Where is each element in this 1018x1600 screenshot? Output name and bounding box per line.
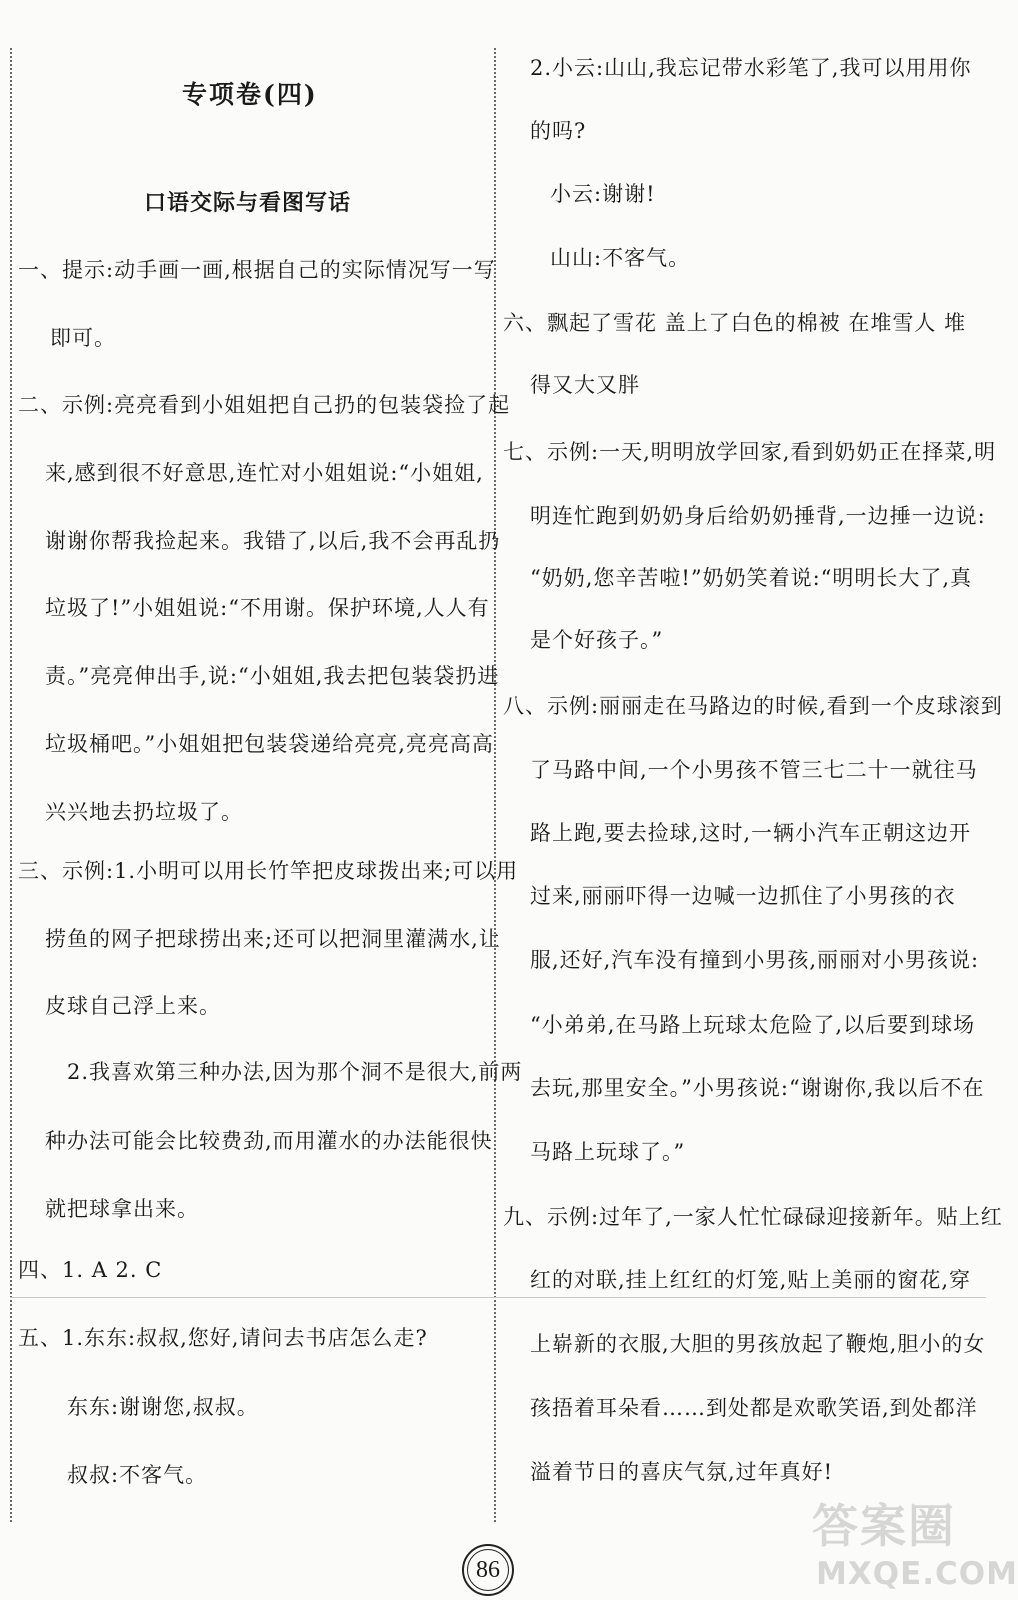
text-line: 溢着节日的喜庆气氛,过年真好! — [530, 1460, 834, 1484]
text-line: 2.我喜欢第三种办法,因为那个洞不是很大,前两 — [67, 1060, 523, 1084]
section-subtitle: 口语交际与看图写话 — [144, 190, 352, 216]
text-line: 红的对联,挂上红红的灯笼,贴上美丽的窗花,穿 — [530, 1268, 972, 1292]
text-line: 垃圾桶吧。”小姐姐把包装袋递给亮亮,亮亮高高 — [45, 732, 494, 756]
text-line: 得又大又胖 — [530, 373, 640, 397]
text-line: 2.小云:山山,我忘记带水彩笔了,我可以用用你 — [530, 56, 972, 80]
text-line: 八、示例:丽丽走在马路边的时候,看到一个皮球滚到 — [503, 694, 1003, 718]
watermark-text: 答案圈 — [812, 1499, 956, 1553]
text-line: 谢谢你帮我捡起来。我错了,以后,我不会再乱扔 — [45, 529, 501, 553]
text-line: 兴兴地去扔垃圾了。 — [45, 800, 243, 824]
text-line: 皮球自己浮上来。 — [45, 994, 221, 1018]
text-line: 五、1.东东:叔叔,您好,请问去书店怎么走? — [18, 1326, 428, 1350]
text-line: 上崭新的衣服,大胆的男孩放起了鞭炮,胆小的女 — [530, 1332, 986, 1356]
text-line: 孩捂着耳朵看……到处都是欢歌笑语,到处都洋 — [530, 1396, 978, 1420]
text-line: 过来,丽丽吓得一边喊一边抓住了小男孩的衣 — [530, 884, 956, 908]
text-line: 即可。 — [50, 326, 116, 350]
text-line: “小弟弟,在马路上玩球太危险了,以后要到球场 — [530, 1013, 976, 1037]
text-line: 叔叔:不客气。 — [67, 1463, 208, 1487]
text-line: 四、1. A 2. C — [18, 1258, 163, 1282]
page-number: 86 — [462, 1544, 514, 1596]
text-line: 明连忙跑到奶奶身后给奶奶捶背,一边捶一边说: — [530, 504, 986, 528]
watermark-logo — [812, 1490, 1018, 1600]
text-line: 六、飘起了雪花 盖上了白色的棉被 在堆雪人 堆 — [503, 311, 967, 335]
text-line: 山山:不客气。 — [550, 246, 691, 270]
text-line: 东东:谢谢您,叔叔。 — [67, 1395, 259, 1419]
text-line: 是个好孩子。” — [530, 628, 664, 652]
text-line: 三、示例:1.小明可以用长竹竿把皮球拨出来;可以用 — [18, 859, 519, 883]
watermark-url: MXQE.COM — [816, 1556, 1018, 1592]
text-line: 的吗? — [530, 119, 587, 143]
text-line: 九、示例:过年了,一家人忙忙碌碌迎接新年。贴上红 — [503, 1205, 1003, 1229]
left-dotted-rule — [10, 48, 12, 1522]
text-line: 小云:谢谢! — [550, 182, 656, 206]
text-line: 去玩,那里安全。”小男孩说:“谢谢你,我以后不在 — [530, 1076, 985, 1100]
text-line: 马路上玩球了。” — [530, 1140, 686, 1164]
text-line: 了马路中间,一个小男孩不管三七二十一就往马 — [530, 758, 978, 782]
text-line: 路上跑,要去捡球,这时,一辆小汽车正朝这边开 — [530, 821, 972, 845]
text-line: “奶奶,您辛苦啦!”奶奶笑着说:“明明长大了,真 — [530, 566, 973, 590]
text-line: 就把球拿出来。 — [45, 1197, 199, 1221]
text-line: 七、示例:一天,明明放学回家,看到奶奶正在择菜,明 — [503, 440, 997, 464]
text-line: 捞鱼的网子把球捞出来;还可以把洞里灌满水,让 — [45, 927, 501, 951]
scan-fold-line — [10, 1297, 986, 1298]
text-line: 种办法可能会比较费劲,而用灌水的办法能很快 — [45, 1129, 493, 1153]
text-line: 来,感到很不好意思,连忙对小姐姐说:“小姐姐, — [45, 461, 484, 485]
text-line: 一、提示:动手画一画,根据自己的实际情况写一写 — [18, 258, 496, 282]
page-title: 专项卷(四) — [182, 80, 318, 109]
text-line: 二、示例:亮亮看到小姐姐把自己扔的包装袋捡了起 — [18, 393, 511, 417]
text-line: 服,还好,汽车没有撞到小男孩,丽丽对小男孩说: — [530, 948, 980, 972]
text-line: 责。”亮亮伸出手,说:“小姐姐,我去把包装袋扔进 — [45, 664, 500, 688]
text-line: 垃圾了!”小姐姐说:“不用谢。保护环境,人人有 — [45, 596, 490, 620]
